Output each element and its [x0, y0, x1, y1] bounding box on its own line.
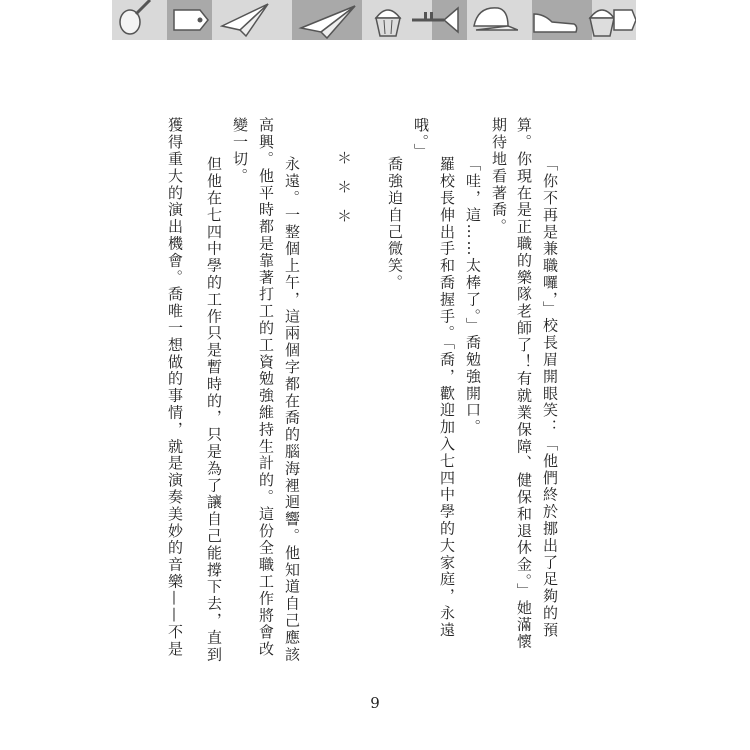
text-column: 變一切。 — [231, 117, 249, 185]
text-column: 哦。」 — [412, 117, 430, 161]
header-banner — [112, 0, 636, 40]
text-column: 算。你現在是正職的樂隊老師了！有就業保障、健保和退休金。」她滿懷 — [515, 117, 533, 651]
text-column: 「哇，這……太棒了。」喬勉強開口。 — [464, 156, 482, 436]
text-column: 永遠。一整個上午，這兩個字都在喬的腦海裡迴響。他知道自己應該 — [283, 156, 301, 663]
page-number: 9 — [370, 694, 380, 712]
text-column: 但他在七四中學的工作只是暫時的，只是為了讓自己能撐下去，直到 — [205, 156, 223, 663]
paper-plane-icon — [220, 0, 270, 40]
text-column: 喬強迫自己微笑。 — [386, 156, 404, 292]
baseball-cap-icon — [468, 0, 518, 40]
text-column: 羅校長伸出手和喬握手。「喬，歡迎加入七四中學的大家庭，永遠 — [438, 156, 456, 639]
guitar-icon — [114, 0, 154, 40]
paper-plane-icon — [297, 0, 357, 40]
text-column: 高興。他平時都是靠著打工的工資勉強維持生計的。這份全職工作將會改 — [257, 117, 275, 658]
text-column: 獲得重大的演出機會。喬唯一想做的事情，就是演奏美妙的音樂——不是 — [166, 117, 184, 658]
tag-icon — [612, 0, 636, 40]
section-break: ＊＊＊ — [335, 150, 353, 237]
text-column: 期待地看著喬。 — [490, 117, 508, 236]
sneaker-icon — [530, 0, 580, 40]
cupcake-icon — [368, 0, 408, 40]
text-column: 「你不再是兼職囉，」校長眉開眼笑：「他們終於挪出了足夠的預 — [541, 156, 559, 639]
trumpet-icon — [410, 0, 460, 40]
tag-icon — [170, 0, 210, 40]
